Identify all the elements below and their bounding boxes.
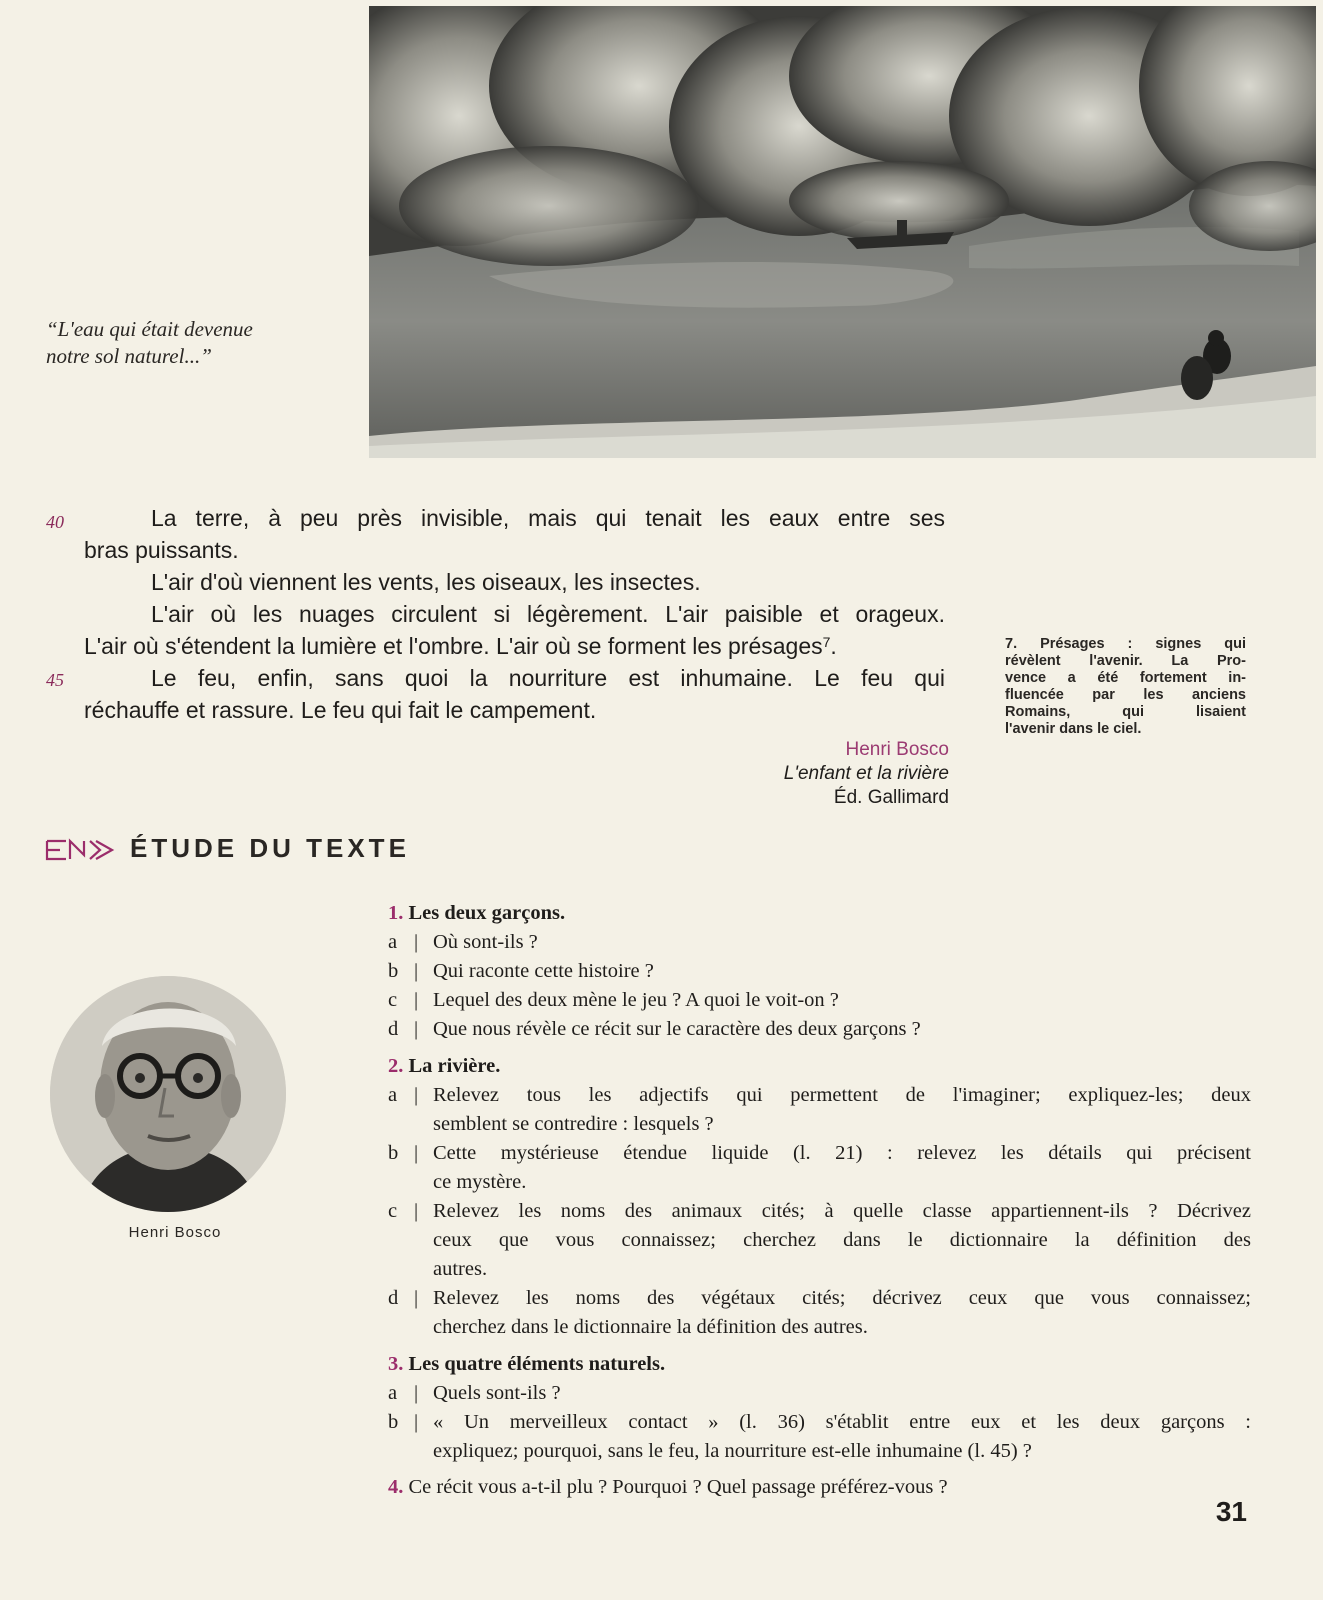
question-number: 3.: [388, 1353, 404, 1375]
item-bar: |: [414, 989, 419, 1011]
footnote-ref: 7: [822, 634, 831, 650]
item-letter: b: [388, 1142, 399, 1164]
item-letter: b: [388, 1411, 399, 1433]
item-letter: d: [388, 1287, 399, 1309]
item-bar: |: [414, 1287, 419, 1309]
question-number: 1.: [388, 902, 404, 924]
section-title: ÉTUDE DU TEXTE: [130, 833, 410, 863]
footnote-line: révèlent l'avenir. La Pro-: [1005, 653, 1246, 669]
line-number-45: 45: [46, 670, 64, 690]
source-author: Henri Bosco: [845, 739, 949, 760]
question-number: 4.: [388, 1476, 404, 1498]
item-text: Relevez tous les adjectifs qui permettent de l'imaginer; expliquez-les; deux: [433, 1084, 1251, 1106]
item-text: autres.: [433, 1258, 488, 1280]
item-letter: b: [388, 960, 399, 982]
item-text: ce mystère.: [433, 1171, 527, 1193]
item-bar: |: [414, 931, 419, 953]
item-letter: c: [388, 1200, 398, 1222]
footnote-line: vence a été fortement in-: [1005, 670, 1246, 686]
question-heading: Ce récit vous a-t-il plu ? Pourquoi ? Quel passage préférez-vous ?: [408, 1476, 948, 1498]
item-bar: |: [414, 1084, 419, 1106]
river-photo-drawing: [369, 6, 1316, 458]
footnote-line: fluencée par les anciens: [1005, 687, 1246, 703]
question-1-title: [388, 899, 565, 928]
footnote-line: l'avenir dans le ciel.: [1005, 721, 1142, 737]
passage-line: L'air d'où viennent les vents, les oiseaux, les insectes.: [151, 569, 701, 595]
item-text: semblent se contredire : lesquels ?: [433, 1113, 714, 1135]
item-text: expliquez; pourquoi, sans le feu, la nourriture est-elle inhumaine (l. 45) ?: [433, 1440, 1032, 1462]
footnote-ref-dot: .: [830, 633, 837, 659]
item-text: Cette mystérieuse étendue liquide (l. 21) : relevez les détails qui précisent: [433, 1142, 1251, 1164]
passage-line: bras puissants.: [84, 537, 239, 563]
footnote-line: Romains, qui lisaient: [1005, 704, 1246, 720]
item-letter: d: [388, 1018, 399, 1040]
river-photo: [369, 6, 1316, 458]
question-number: 2.: [388, 1055, 404, 1077]
item-letter: c: [388, 989, 398, 1011]
item-text: Relevez les noms des végétaux cités; décrivez ceux que vous connaissez;: [433, 1287, 1251, 1309]
author-portrait: [50, 976, 286, 1212]
passage-line: L'air où les nuages circulent si légèrement. L'air paisible et orageux.: [151, 601, 945, 627]
question-heading: La rivière.: [408, 1055, 501, 1077]
question-4-title: [388, 1473, 948, 1502]
footnote-line: 7. Présages : signes qui: [1005, 636, 1246, 652]
item-text: Relevez les noms des animaux cités; à quelle classe appartiennent-ils ? Décrivez: [433, 1200, 1251, 1222]
item-letter: a: [388, 1084, 398, 1106]
item-text: Lequel des deux mène le jeu ? A quoi le voit-on ?: [433, 989, 839, 1011]
question-heading: Les quatre éléments naturels.: [408, 1353, 666, 1375]
caption-line-2: notre sol naturel...”: [46, 344, 212, 368]
item-bar: |: [414, 1200, 419, 1222]
page-number: 31: [1215, 1496, 1247, 1527]
footnote: [1005, 636, 1246, 738]
item-letter: a: [388, 1382, 398, 1404]
source-title: L'enfant et la rivière: [783, 763, 949, 784]
line-number-40: 40: [46, 512, 64, 532]
item-text: ceux que vous connaissez; cherchez dans le dictionnaire la définition des: [433, 1229, 1251, 1251]
item-text: Qui raconte cette histoire ?: [433, 960, 654, 982]
photo-caption: [46, 316, 346, 370]
portrait-caption: Henri Bosco: [128, 1224, 222, 1241]
passage-line-text: L'air où s'étendent la lumière et l'ombre. L'air où se forment les présages: [84, 633, 823, 659]
item-letter: a: [388, 931, 398, 953]
question-heading: Les deux garçons.: [408, 902, 566, 924]
question-2-title: [388, 1052, 500, 1081]
item-bar: |: [414, 1142, 419, 1164]
passage-line: [84, 630, 837, 662]
passage-line: Le feu, enfin, sans quoi la nourriture est inhumaine. Le feu qui: [151, 665, 945, 691]
passage-line: réchauffe et rassure. Le feu qui fait le campement.: [84, 697, 597, 723]
item-bar: |: [414, 1382, 419, 1404]
item-text: Quels sont-ils ?: [433, 1382, 561, 1404]
item-text: cherchez dans le dictionnaire la définition des autres.: [433, 1316, 868, 1338]
caption-line-1: “L'eau qui était devenue: [46, 317, 253, 341]
question-3-title: [388, 1350, 665, 1379]
item-bar: |: [414, 960, 419, 982]
item-text: « Un merveilleux contact » (l. 36) s'établit entre eux et les deux garçons :: [433, 1411, 1251, 1433]
item-bar: |: [414, 1411, 419, 1433]
source-publisher: Éd. Gallimard: [833, 787, 949, 808]
item-text: Que nous révèle ce récit sur le caractère des deux garçons ?: [433, 1018, 921, 1040]
passage-line: La terre, à peu près invisible, mais qui tenait les eaux entre ses: [151, 505, 945, 531]
item-text: Où sont-ils ?: [433, 931, 538, 953]
section-arrow-icon: [44, 835, 116, 870]
item-bar: |: [414, 1018, 419, 1040]
